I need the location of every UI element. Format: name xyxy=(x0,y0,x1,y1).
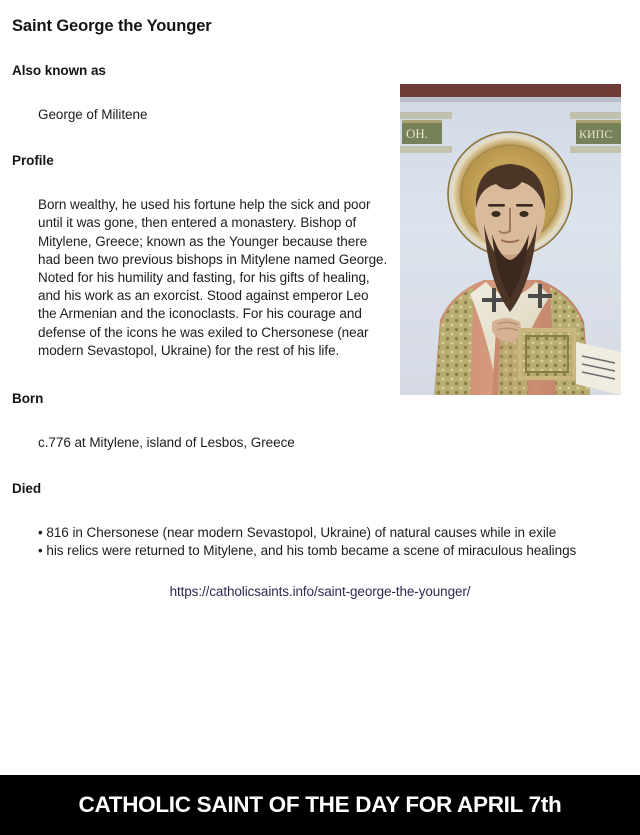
list-item: • his relics were returned to Mitylene, and his tomb became a scene of miraculous healings xyxy=(38,543,577,559)
born-value: c.776 at Mitylene, island of Lesbos, Greece xyxy=(38,435,295,451)
svg-text:КИПС: КИПС xyxy=(579,127,613,141)
also-known-as-value: George of Militene xyxy=(38,107,148,122)
banner-text: CATHOLIC SAINT OF THE DAY FOR APRIL 7th xyxy=(78,792,562,817)
page-title: Saint George the Younger xyxy=(12,17,212,35)
section-heading-died: Died xyxy=(12,481,42,497)
list-item: • 816 in Chersonese (near modern Sevastopol, Ukraine) of natural causes while in exile xyxy=(38,525,557,541)
spacer xyxy=(12,498,628,524)
spacer xyxy=(12,452,628,480)
svg-text:ОН.: ОН. xyxy=(406,126,429,141)
died-list xyxy=(38,524,606,560)
source-url-link[interactable]: https://catholicsaints.info/saint-george-the-younger/ xyxy=(169,583,471,599)
bottom-banner xyxy=(0,775,640,835)
section-heading-born: Born xyxy=(12,391,44,407)
section-heading-profile: Profile xyxy=(12,153,54,169)
spacer xyxy=(12,408,628,434)
section-heading-also-known-as: Also known as xyxy=(12,63,106,78)
profile-body-text: Born wealthy, he used his fortune help the sick and poor until it was gone, then entered a monastery. Bishop of Mitylene, Greece; known as the Younger because there had been two previous bishops in Mitylene named George. Noted for his humility and fasting, for his gifts of healing, and his work as an exorcist. Stood against emperor Leo the Armenian and the iconoclasts. For his courage and defense of the icons he was exiled to Chersonese (near modern Sevastopol, Ukraine) for the rest of his life. xyxy=(38,197,388,358)
saint-portrait-icon xyxy=(400,84,621,395)
